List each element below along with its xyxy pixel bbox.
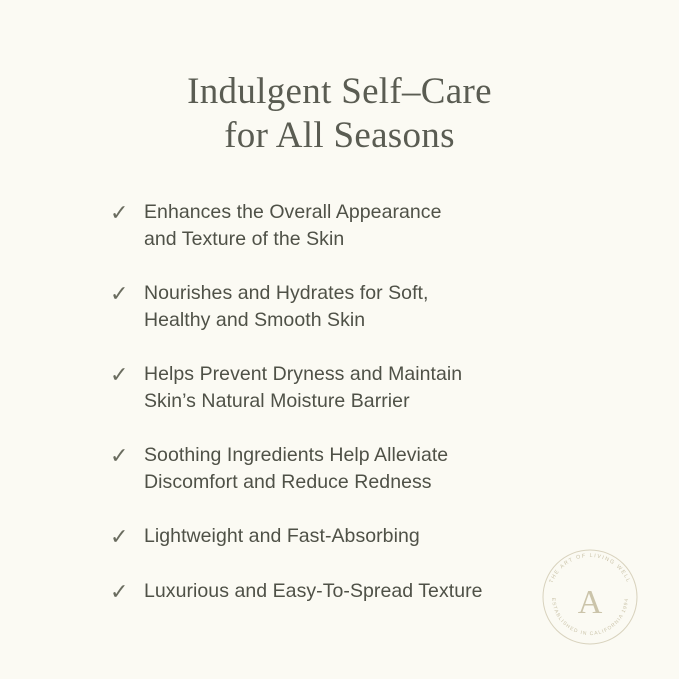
check-icon: ✓ (110, 579, 129, 605)
benefit-text (144, 442, 448, 496)
check-icon: ✓ (110, 362, 129, 388)
page-title-line-1: Indulgent Self–Care (187, 71, 492, 112)
check-icon: ✓ (110, 200, 129, 226)
benefit-line-1: Soothing Ingredients Help Alleviate (144, 444, 449, 467)
benefit-text (144, 578, 483, 605)
page-title-line-2: for All Seasons (224, 114, 455, 156)
benefit-line-2: Discomfort and Reduce Redness (144, 471, 432, 494)
check-icon: ✓ (110, 524, 129, 550)
benefit-line-2: and Texture of the Skin (144, 228, 345, 251)
benefit-text (144, 361, 462, 415)
benefit-line-1: Helps Prevent Dryness and Maintain (144, 363, 463, 386)
benefit-line-1: Enhances the Overall Appearance (144, 201, 442, 224)
benefit-line-1: Luxurious and Easy-To-Spread Texture (144, 580, 483, 603)
benefit-text (144, 523, 420, 550)
brand-logo (536, 543, 644, 651)
list-item (110, 199, 619, 253)
check-icon: ✓ (110, 281, 129, 307)
logo-top-text: THE ART OF LIVING WELL (548, 552, 632, 585)
benefit-text (144, 199, 442, 253)
list-item (110, 442, 619, 496)
benefit-text (144, 280, 428, 334)
benefit-line-1: Lightweight and Fast-Absorbing (144, 525, 420, 548)
benefit-line-2: Healthy and Smooth Skin (144, 309, 366, 332)
list-item (110, 361, 619, 415)
list-item (110, 280, 619, 334)
page-title (0, 0, 679, 157)
benefit-line-2: Skin’s Natural Moisture Barrier (144, 390, 410, 413)
logo-bottom-text: ESTABLISHED IN CALIFORNIA 1994 (549, 597, 631, 638)
logo-monogram: A (577, 584, 603, 621)
check-icon: ✓ (110, 443, 129, 469)
benefit-line-1: Nourishes and Hydrates for Soft, (144, 282, 429, 305)
